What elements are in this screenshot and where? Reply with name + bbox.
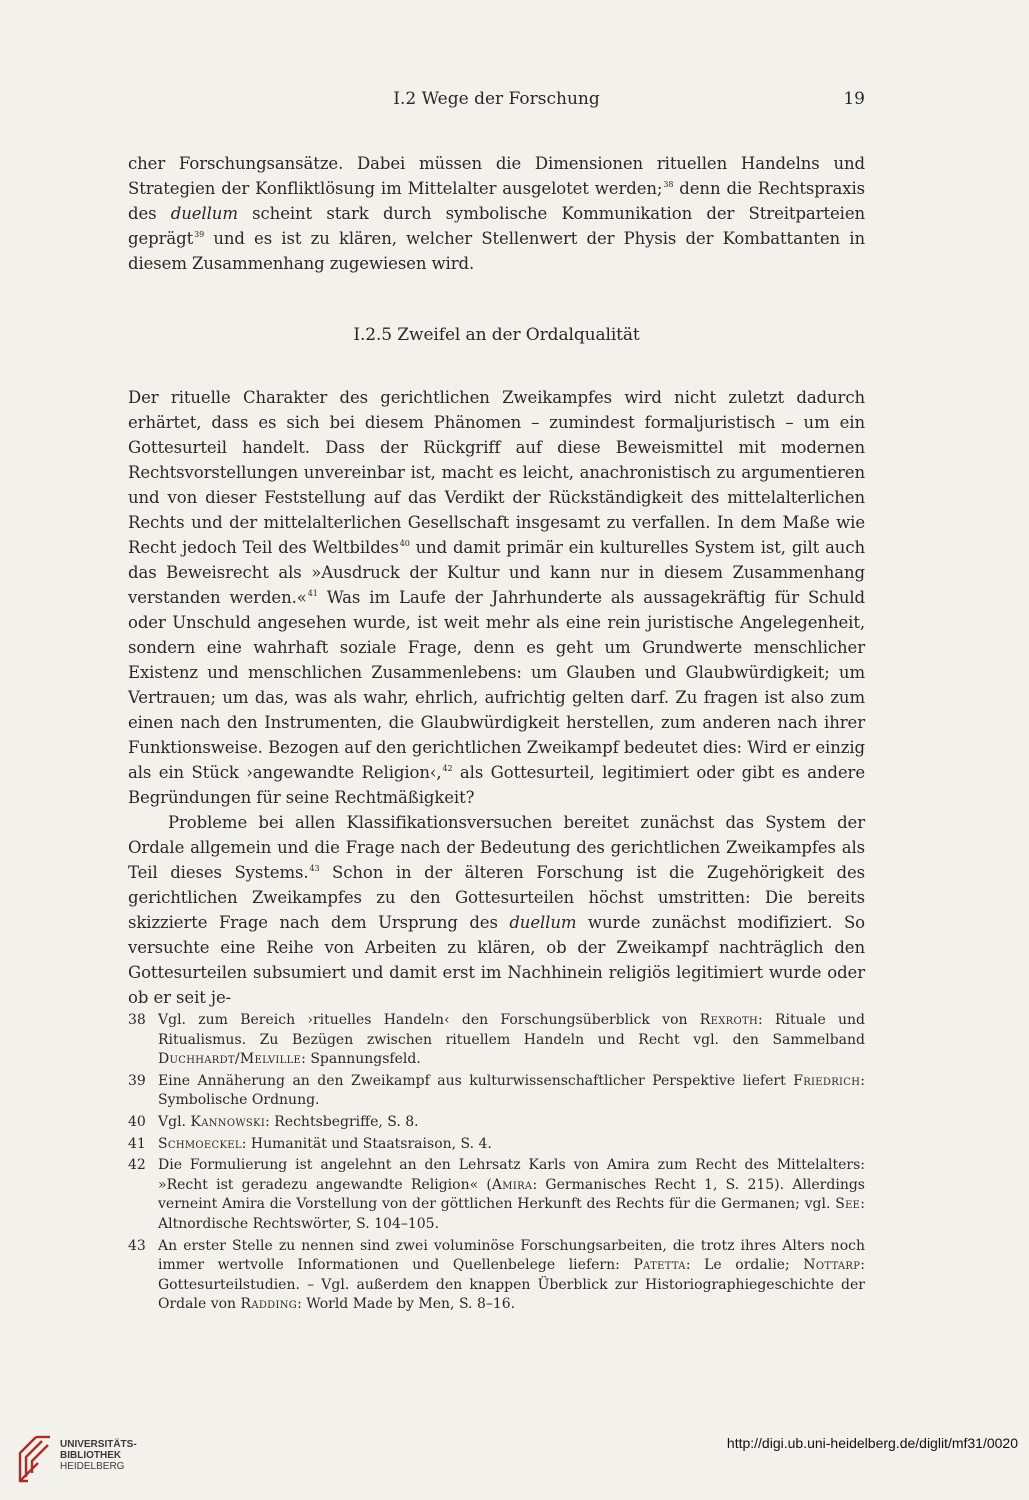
text-run: : Altnordische Rechtswörter, S. 104–105. [158, 1196, 865, 1232]
footnote-ref-38[interactable]: 38 [663, 180, 674, 189]
footnote-ref-40[interactable]: 40 [399, 539, 410, 548]
footnote-39 [128, 1072, 865, 1111]
footnote-ref-41[interactable]: 41 [307, 589, 318, 598]
text-run: Was im Laufe der Jahrhunderte als aussagekräftig für Schuld oder Unschuld angesehen wurde, ist weit mehr als eine rein juristische Angelegenheit, sondern eine wahrhaft soziale Frage, denn es geht um Grundwerte menschlicher Existenz und menschlichen Zusammenlebens: um Glauben und Glaubwürdigkeit; um Vertrauen; um das, was als wahr, ehrlich, aufrichtig gelten darf. Zu fragen ist also zum einen nach den Instrumenten, die Glaubwürdigkeit herstellen, zum anderen nach ihrer Funktionsweise. Bezogen auf den gerichtlichen Zweikampf bedeutet dies: Wird er einzig als ein Stück ›angewandte Religion‹, [128, 588, 866, 782]
library-logo-icon [14, 1433, 54, 1485]
library-name-line: BIBLIOTHEK [60, 1450, 122, 1461]
italic-term: duellum [509, 913, 577, 932]
text-run: Vgl. zum Bereich ›rituelles Handeln‹ den Forschungsüberblick von [158, 1012, 700, 1028]
author-name: Friedrich [793, 1072, 861, 1089]
italic-term: duellum [170, 204, 238, 223]
text-run: Probleme bei allen Klassifikationsversuchen bereitet zunächst das System der Ordale allgemein und die Frage nach der Bedeutung des gerichtlichen Zweikampfes als Teil dieses Systems. [128, 813, 865, 882]
author-name: Duchhardt/Melville [158, 1051, 302, 1068]
running-head-title: I.2 Wege der Forschung [393, 89, 600, 109]
paragraph-3 [128, 810, 865, 1010]
text-run: als Gottesurteil, legitimiert oder gibt es andere Begründungen für seine Rechtmäßigkeit? [128, 763, 865, 807]
text-run: und es ist zu klären, welcher Stellenwert der Physis der Kombattanten in diesem Zusammenhang zugewiesen wird. [128, 229, 865, 273]
author-name: Nottarp [803, 1257, 861, 1274]
text-run: Schon in der älteren Forschung ist die Zugehörigkeit des gerichtlichen Zweikampfes zu den Gottesurteilen höchst umstritten: Die bereits skizzierte Frage nach dem Ursprung des [128, 863, 866, 932]
author-name: See [835, 1196, 861, 1213]
digitization-url-link[interactable]: http://digi.ub.uni-heidelberg.de/diglit/mf31/0020 [726, 1435, 1018, 1451]
footnote-41 [128, 1135, 865, 1155]
page-footer [0, 1425, 1029, 1500]
footnote-38 [128, 1011, 865, 1070]
author-name: Kannowski [190, 1113, 266, 1130]
footnote-ref-39[interactable]: 39 [194, 230, 205, 239]
text-run: : Spannungsfeld. [301, 1051, 421, 1068]
text-run: wurde zunächst modifiziert. So versuchte eine Reihe von Arbeiten zu klären, ob der Zweikampf nachträglich den Gottesurteilen subsumiert und damit erst im Nachhinein religiös legitimiert wurde oder ob er seit je- [128, 913, 865, 1007]
library-name-line: HEIDELBERG [60, 1461, 125, 1472]
footnotes [128, 1011, 865, 1317]
footnote-number: 39 [128, 1072, 146, 1089]
footnote-number: 41 [128, 1135, 146, 1152]
text-run: cher Forschungsansätze. Dabei müssen die Dimensionen rituellen Handelns und Strategien der Konfliktlösung im Mittelalter ausgelotet werden; [128, 154, 865, 198]
text-run: : Gottesurteilstudien. – Vgl. außerdem den knappen Überblick zur Historiographiegeschichte der Ordale von [158, 1257, 865, 1313]
footnote-ref-42[interactable]: 42 [442, 764, 453, 773]
running-header [128, 89, 865, 113]
author-name: Patetta [633, 1257, 686, 1274]
text-run: An erster Stelle zu nennen sind zwei voluminöse Forschungsarbeiten, die trotz ihres Alters noch immer wertvolle Informationen und Quellenbelege liefern: [158, 1237, 865, 1274]
footnote-43 [128, 1237, 865, 1315]
footnote-40 [128, 1113, 865, 1133]
main-text [128, 151, 865, 1010]
text-run: : World Made by Men, S. 8–16. [297, 1296, 516, 1313]
text-run: Die Formulierung ist angelehnt an den Lehrsatz Karls von Amira zum Recht des Mittelalters: »Recht ist geradezu angewandte Religion« ( [158, 1157, 865, 1193]
text-run: : Symbolische Ordnung. [158, 1072, 865, 1109]
text-run: Vgl. [158, 1113, 191, 1130]
author-name: Radding [240, 1296, 298, 1313]
author-name: Amira [491, 1176, 533, 1193]
author-name: Rexroth [699, 1012, 758, 1028]
library-name [60, 1439, 137, 1472]
text-run: Der rituelle Charakter des gerichtlichen Zweikampfes wird nicht zuletzt dadurch erhärtet, dass es sich bei diesem Phänomen – zumindest formaljuristisch – um ein Gottesurteil handelt. Dass der Rückgriff auf diese Beweismittel mit modernen Rechtsvorstellungen unvereinbar ist, macht es leicht, anachronistisch zu argumentieren und von dieser Feststellung auf das Verdikt der Rückständigkeit des mittelalterlichen Rechts und der mittelalterlichen Gesellschaft insgesamt zu verfallen. In dem Maße wie Recht jedoch Teil des Weltbildes [128, 388, 865, 557]
text-run: : Rituale und Ritualismus. Zu Bezügen zwischen rituellem Handeln und Recht vgl. den Sammelband [158, 1012, 865, 1048]
footnote-number: 40 [128, 1113, 146, 1130]
page-number: 19 [843, 89, 865, 109]
text-run: denn die Rechtspraxis des [128, 179, 865, 223]
text-run: : Rechtsbegriffe, S. 8. [265, 1113, 419, 1130]
text-run: : Germanisches Recht 1, S. 215). Allerdings verneint Amira die Vorstellung von der göttlichen Herkunft des Rechts für die Germanen; vgl. [158, 1176, 865, 1213]
text-run: Eine Annäherung an den Zweikampf aus kulturwissenschaftlicher Perspektive liefert [158, 1072, 794, 1089]
footnote-number: 38 [128, 1012, 146, 1028]
paragraph-2 [128, 385, 865, 810]
footnote-number: 42 [128, 1157, 146, 1174]
text-run: : Le ordalie; [685, 1257, 804, 1274]
author-name: Schmoeckel [158, 1135, 242, 1152]
footnote-42 [128, 1156, 865, 1234]
section-heading: I.2.5 Zweifel an der Ordalqualität [353, 325, 640, 345]
footnote-number: 43 [128, 1237, 146, 1254]
text-run: : Humanität und Staatsraison, S. 4. [241, 1135, 492, 1152]
text-run: scheint stark durch symbolische Kommunikation der Streitparteien geprägt [128, 204, 866, 248]
library-name-line: UNIVERSITÄTS- [60, 1439, 137, 1450]
footnote-ref-43[interactable]: 43 [309, 864, 320, 873]
text-run: und damit primär ein kulturelles System ist, gilt auch das Beweisrecht als »Ausdruck der Kultur und kann nur in diesem Zusammenhang verstanden werden.« [128, 538, 865, 607]
paragraph-1 [128, 151, 865, 276]
